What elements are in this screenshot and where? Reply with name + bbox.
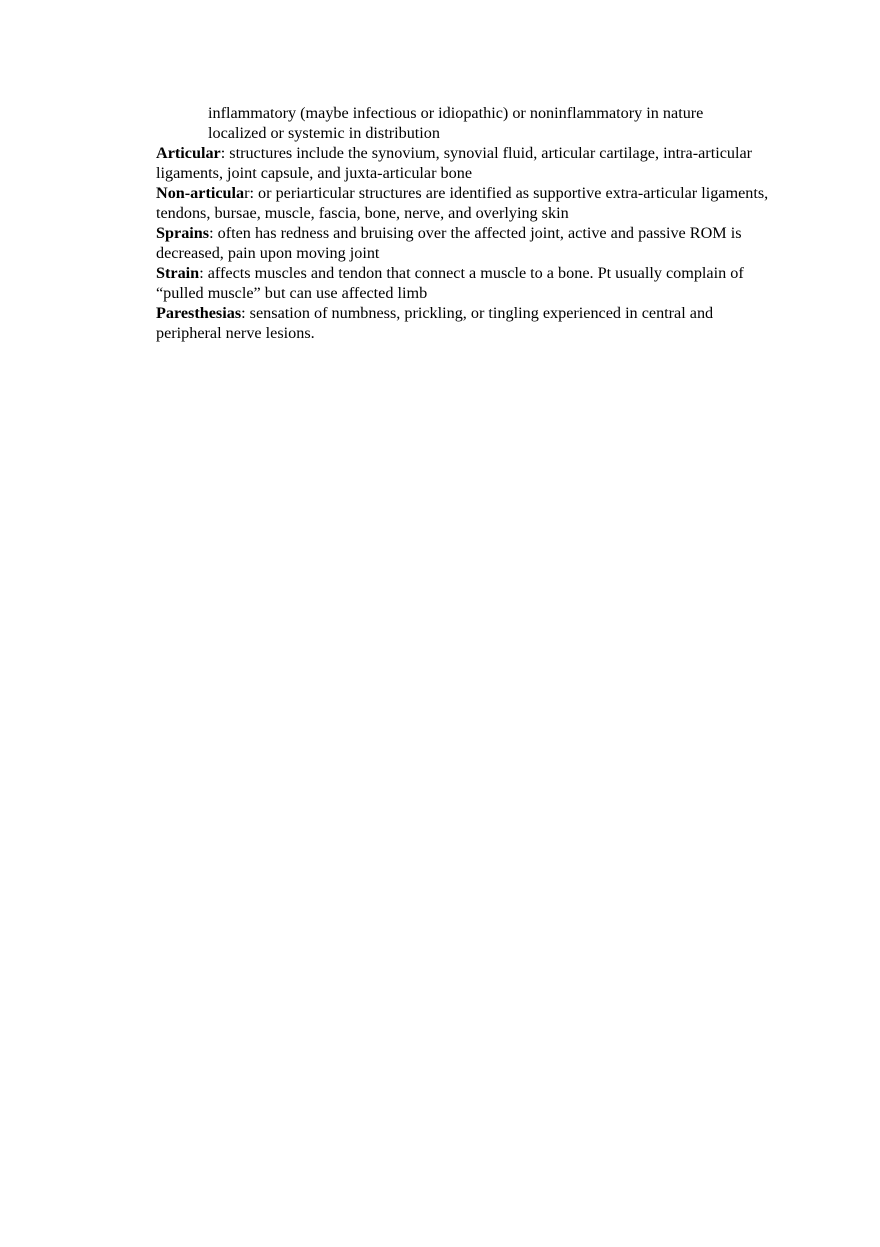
intro-line-2: localized or systemic in distribution (208, 124, 440, 142)
term-articular: Articular (156, 144, 221, 162)
definition-sprains: : often has redness and bruising over the affected joint, active and passive ROM is decreased, pain upon moving joint (156, 224, 742, 262)
term-strain: Strain (156, 264, 200, 282)
definition-entry-paresthesias (156, 303, 776, 343)
definition-strain: : affects muscles and tendon that connect a muscle to a bone. Pt usually complain of “pulled muscle” but can use affected limb (156, 264, 744, 302)
term-sprains: Sprains (156, 224, 210, 242)
definition-articular: : structures include the synovium, synovial fluid, articular cartilage, intra-articular ligaments, joint capsule, and juxta-articular bone (156, 144, 753, 182)
definition-non-articular: : or periarticular structures are identified as supportive extra-articular ligaments, tendons, bursae, muscle, fascia, bone, nerve, and overlying skin (156, 184, 769, 222)
term-paresthesias: Paresthesias (156, 304, 242, 322)
definition-entry-strain (156, 263, 776, 303)
definition-entry-non-articular (156, 183, 776, 223)
definition-entry-articular (156, 143, 776, 183)
definition-entry-sprains (156, 223, 776, 263)
document-body (156, 103, 776, 343)
intro-line-1: inflammatory (maybe infectious or idiopathic) or noninflammatory in nature (208, 104, 704, 122)
term-non-articular-tail: r (244, 184, 250, 202)
definition-paresthesias: : sensation of numbness, prickling, or tingling experienced in central and peripheral nerve lesions. (156, 304, 714, 342)
term-non-articular: Non-articula (156, 184, 245, 202)
